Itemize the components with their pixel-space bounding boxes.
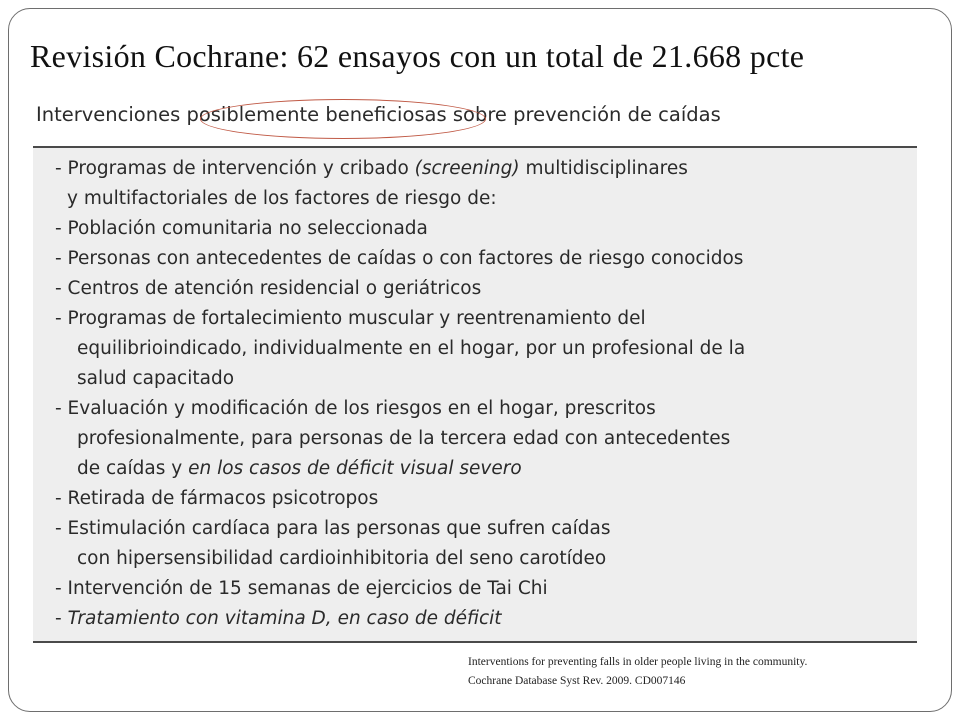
list-item: con hipersensibilidad cardioinhibitoria del seno carotídeo	[77, 548, 607, 569]
list-item: - Centros de atención residencial o geriátricos	[55, 278, 482, 299]
list-item: - Intervención de 15 semanas de ejercicios de Tai Chi	[55, 578, 548, 599]
list-item: equilibrioindicado, individualmente en el hogar, por un profesional de la	[77, 338, 746, 359]
list-item: - Evaluación y modificación de los riesgos en el hogar, prescritos	[55, 398, 656, 419]
interventions-table	[33, 146, 917, 643]
list-text-italic: (screening)	[414, 158, 520, 179]
list-text: de caídas y	[77, 458, 189, 479]
list-item: - Personas con antecedentes de caídas o con factores de riesgo conocidos	[55, 248, 744, 269]
list-text: -	[55, 608, 68, 629]
list-item: salud capacitado	[77, 368, 235, 389]
list-item	[55, 604, 745, 634]
list-text-italic: en los casos de déficit visual severo	[188, 458, 522, 479]
list-text: multidisciplinares	[519, 158, 688, 179]
list-item: - Programas de fortalecimiento muscular y reentrenamiento del	[55, 308, 646, 329]
list-item: profesionalmente, para personas de la tercera edad con antecedentes	[77, 428, 731, 449]
interventions-list	[55, 154, 745, 634]
list-text-italic: Tratamiento con vitamina D, en caso de déficit	[67, 608, 502, 629]
citation-source: Cochrane Database Syst Rev. 2009. CD007146	[468, 675, 686, 687]
list-text: - Programas de intervención y cribado	[55, 158, 415, 179]
citation-title: Interventions for preventing falls in older people living in the community.	[468, 656, 808, 668]
highlight-ellipse	[200, 99, 486, 139]
list-item	[55, 154, 745, 184]
citation	[468, 653, 807, 691]
list-item: - Estimulación cardíaca para las personas que sufren caídas	[55, 518, 611, 539]
table-heading: Intervenciones posiblemente beneficiosas sobre prevención de caídas	[36, 103, 721, 126]
list-item: - Población comunitaria no seleccionada	[55, 218, 428, 239]
list-item: - Retirada de fármacos psicotropos	[55, 488, 379, 509]
slide-title: Revisión Cochrane: 62 ensayos con un total de 21.668 pcte	[30, 38, 805, 74]
list-item	[55, 454, 745, 484]
list-item: y multifactoriales de los factores de riesgo de:	[67, 188, 497, 209]
